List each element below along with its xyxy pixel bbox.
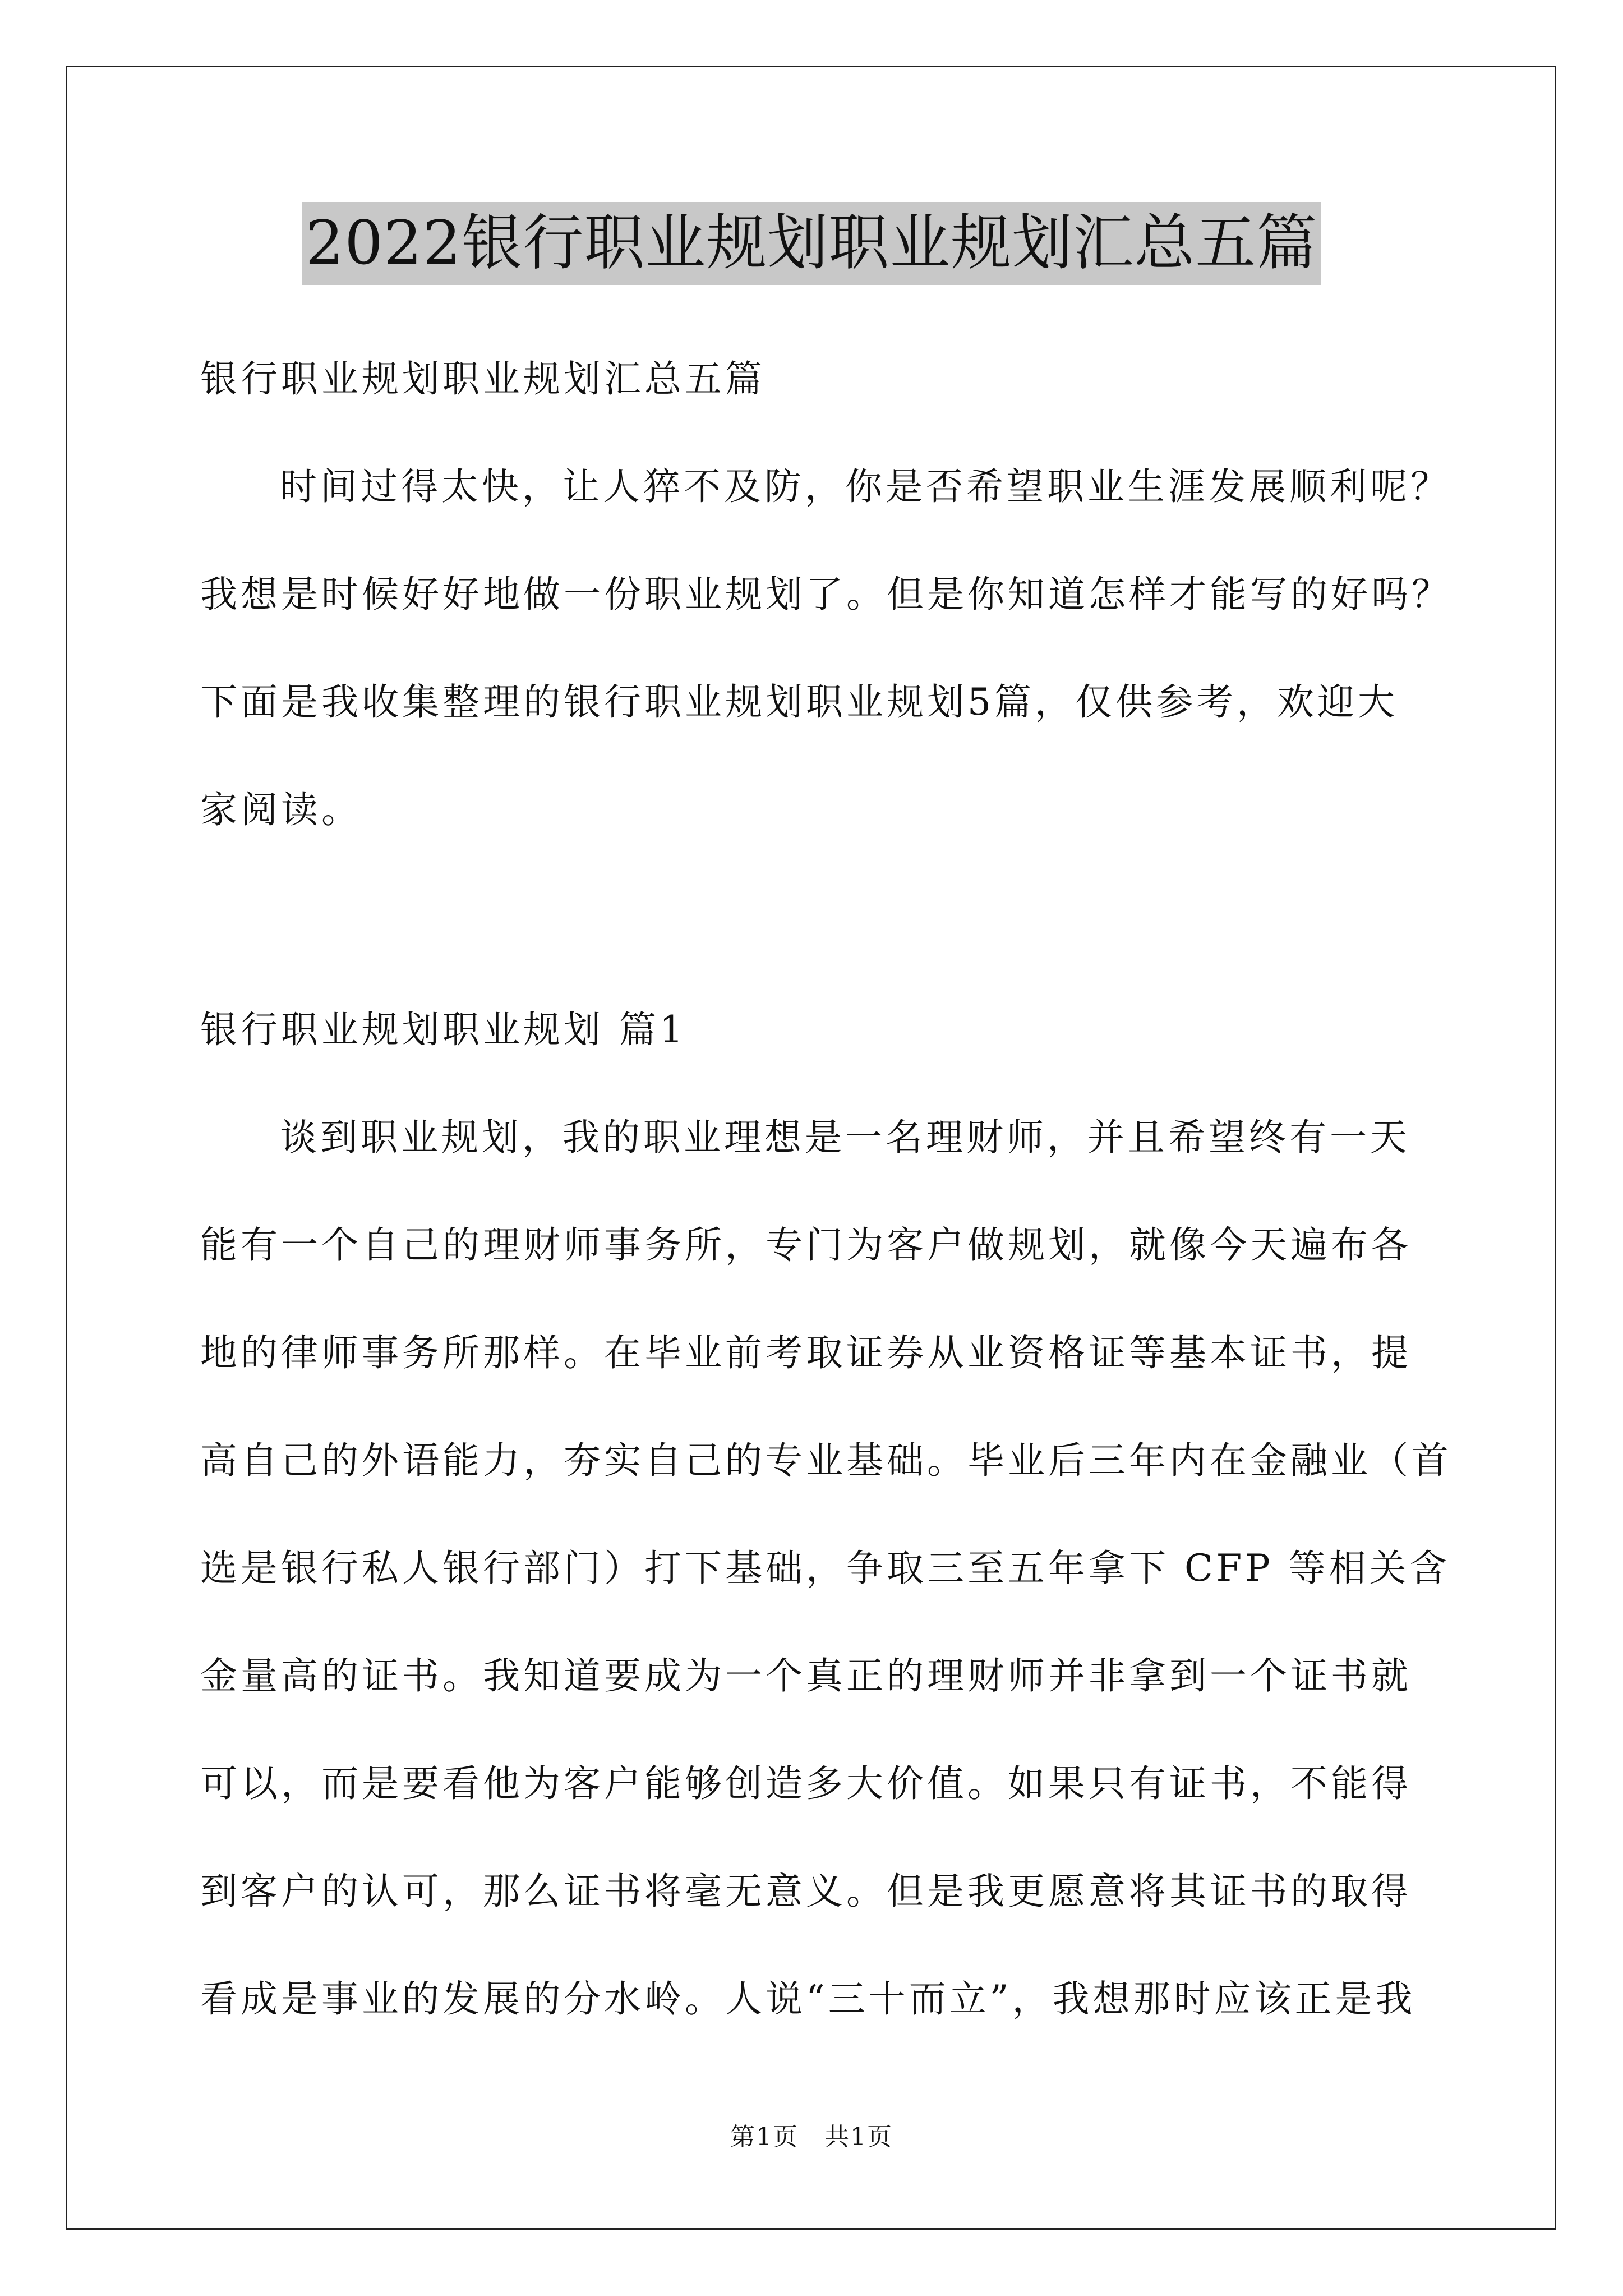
body-line: 可以，而是要看他为客户能够创造多大价值。如果只有证书，不能得 [200, 1762, 1412, 1805]
body-line: 能有一个自己的理财师事务所，专门为客户做规划，就像今天遍布各 [200, 1223, 1412, 1267]
paragraph-gap [200, 864, 1434, 976]
intro-line: 我想是时候好好地做一份职业规划了。但是你知道怎样才能写的好吗？ [200, 573, 1452, 616]
page-footer: 第1页 共1页 [730, 2123, 893, 2151]
intro-line: 时间过得太快，让人猝不及防，你是否希望职业生涯发展顺利呢？ [280, 465, 1451, 508]
body-line: 高自己的外语能力，夯实自己的专业基础。毕业后三年内在金融业（首 [200, 1439, 1452, 1482]
intro-line: 下面是我收集整理的银行职业规划职业规划5篇，仅供参考，欢迎大 [200, 680, 1398, 724]
section-heading: 银行职业规划职业规划 篇1 [200, 1008, 686, 1051]
intro-line: 家阅读。 [200, 788, 362, 831]
body-line: 看成是事业的发展的分水岭。人说“三十而立”，我想那时应该正是我 [200, 1977, 1416, 2021]
body-line: 金量高的证书。我知道要成为一个真正的理财师并非拿到一个证书就 [200, 1654, 1412, 1697]
body-line: 谈到职业规划，我的职业理想是一名理财师，并且希望终有一天 [280, 1116, 1410, 1159]
document-subtitle: 银行职业规划职业规划汇总五篇 [200, 357, 766, 401]
document-title: 2022银行职业规划职业规划汇总五篇 [302, 202, 1321, 285]
body-line: 地的律师事务所那样。在毕业前考取证券从业资格证等基本证书，提 [200, 1331, 1412, 1374]
body-line: 到客户的认可，那么证书将毫无意义。但是我更愿意将其证书的取得 [200, 1870, 1412, 1913]
document-body [200, 325, 1452, 2053]
title-container [0, 202, 1623, 285]
body-line: 选是银行私人银行部门）打下基础，争取三至五年拿下 CFP 等相关含 [200, 1547, 1450, 1590]
